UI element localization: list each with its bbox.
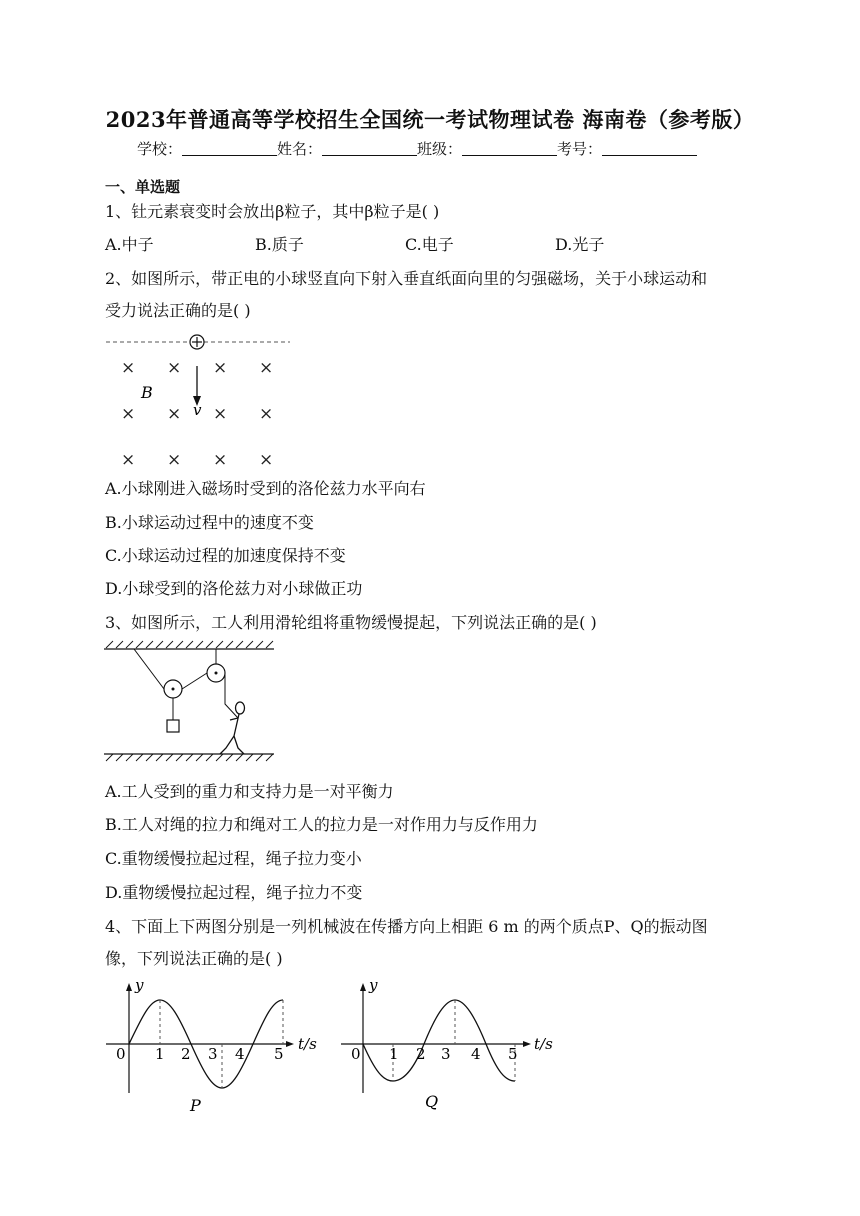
q3-option-d: D.重物缓慢拉起过程，绳子拉力不变 xyxy=(105,883,363,902)
field-cross: × xyxy=(259,404,274,424)
q1-option-d: D.光子 xyxy=(555,235,605,254)
graph-caption: P xyxy=(190,1096,201,1115)
q4-stem-line1: 4、下面上下两图分别是一列机械波在传播方向上相距 6 m 的两个质点P、Q的振动图 xyxy=(105,917,708,936)
ceiling-hatch xyxy=(106,641,273,648)
student-info-line xyxy=(137,138,697,159)
page-title: 2023年普通高等学校招生全国统一考试物理试卷 海南卷（参考版） xyxy=(105,107,755,132)
section-heading: 一、单选题 xyxy=(105,178,181,196)
field-cross: × xyxy=(121,404,136,424)
tick-label: 5 xyxy=(274,1045,284,1063)
tick-label: 3 xyxy=(441,1045,451,1063)
tick-label: 0 xyxy=(351,1045,361,1063)
q3-option-b: B.工人对绳的拉力和绳对工人的拉力是一对作用力与反作用力 xyxy=(105,815,538,834)
tick-label: 2 xyxy=(416,1045,426,1063)
field-cross: × xyxy=(213,358,228,378)
school-blank xyxy=(182,141,277,156)
field-cross: × xyxy=(213,404,228,424)
pulley-figure xyxy=(104,640,276,762)
graph-q xyxy=(335,975,565,1115)
q3-stem: 3、如图所示，工人利用滑轮组将重物缓慢提起，下列说法正确的是( ) xyxy=(105,613,597,632)
q2-stem-line2: 受力说法正确的是( ) xyxy=(105,301,251,320)
ground-hatch xyxy=(106,754,273,761)
wave-curve xyxy=(363,1000,515,1081)
school-label: 学校： xyxy=(137,140,183,158)
field-cross: × xyxy=(121,358,136,378)
tick-label: 4 xyxy=(235,1045,245,1063)
class-label: 班级： xyxy=(417,140,463,158)
field-cross: × xyxy=(213,450,228,470)
field-cross: × xyxy=(167,358,182,378)
q1-stem: 1、钍元素衰变时会放出β粒子，其中β粒子是( ) xyxy=(105,202,440,221)
graph-caption: Q xyxy=(425,1092,439,1111)
y-axis-label: y xyxy=(369,976,378,994)
name-label: 姓名： xyxy=(277,140,323,158)
tick-label: 1 xyxy=(389,1045,399,1063)
field-cross: × xyxy=(167,450,182,470)
field-cross: × xyxy=(259,358,274,378)
q2-option-d: D.小球受到的洛伦兹力对小球做正功 xyxy=(105,579,363,598)
q4-stem-line2: 像，下列说法正确的是( ) xyxy=(105,949,283,968)
worker-figure xyxy=(220,702,245,754)
field-cross: × xyxy=(167,404,182,424)
velocity-label: v xyxy=(193,401,202,419)
magnetic-field-figure xyxy=(100,328,300,468)
graph-p xyxy=(100,975,330,1115)
tick-label: 1 xyxy=(155,1045,165,1063)
q1-option-c: C.电子 xyxy=(405,235,454,254)
tick-label: 5 xyxy=(508,1045,518,1063)
q1-option-b: B.质子 xyxy=(255,235,304,254)
q2-option-c: C.小球运动过程的加速度保持不变 xyxy=(105,546,346,565)
field-cross: × xyxy=(259,450,274,470)
tick-label: 0 xyxy=(116,1045,126,1063)
exam-no-label: 考号： xyxy=(557,140,603,158)
q1-option-a: A.中子 xyxy=(105,235,154,254)
tick-label: 2 xyxy=(181,1045,191,1063)
x-axis-label: t/s xyxy=(298,1035,317,1053)
q2-stem-line1: 2、如图所示，带正电的小球竖直向下射入垂直纸面向里的匀强磁场，关于小球运动和 xyxy=(105,269,708,288)
class-blank xyxy=(462,141,557,156)
tick-label: 4 xyxy=(471,1045,481,1063)
exam-no-blank xyxy=(602,141,697,156)
q2-option-b: B.小球运动过程中的速度不变 xyxy=(105,513,314,532)
name-blank xyxy=(322,141,417,156)
q3-option-c: C.重物缓慢拉起过程，绳子拉力变小 xyxy=(105,849,362,868)
field-cross: × xyxy=(121,450,136,470)
tick-label: 3 xyxy=(208,1045,218,1063)
q2-option-a: A.小球刚进入磁场时受到的洛伦兹力水平向右 xyxy=(105,479,426,498)
x-axis-label: t/s xyxy=(534,1035,553,1053)
y-axis-label: y xyxy=(135,976,144,994)
field-label: B xyxy=(141,383,153,402)
weight-block xyxy=(167,720,179,732)
q3-option-a: A.工人受到的重力和支持力是一对平衡力 xyxy=(105,782,394,801)
